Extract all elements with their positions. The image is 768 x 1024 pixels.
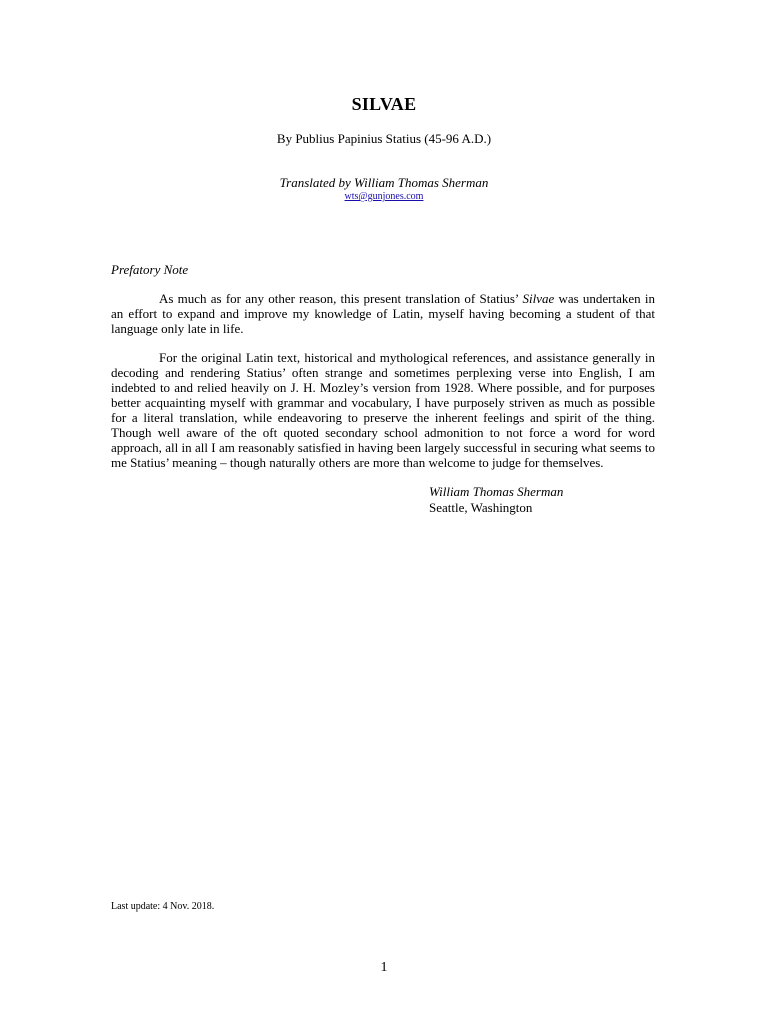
author-byline: By Publius Papinius Statius (45-96 A.D.)	[276, 131, 492, 146]
signature-block	[429, 484, 563, 516]
document-title: SILVAE	[351, 94, 417, 114]
paragraph-1-text-b: was undertaken in an effort to expand and improve my knowledge of Latin, myself having becoming a student of that language only late in life.	[111, 291, 655, 336]
signature-place: Seattle, Washington	[429, 500, 533, 515]
translator-credit: Translated by William Thomas Sherman	[279, 175, 489, 190]
last-update-note: Last update: 4 Nov. 2018.	[111, 901, 215, 912]
email-link-container	[0, 191, 768, 202]
paragraph-1-text-a: As much as for any other reason, this present translation of Statius’	[159, 291, 523, 306]
paragraph-2: For the original Latin text, historical and mythological references, and assistance generally in decoding and rendering Statius’ often strange and sometimes perplexing verse into English, I am indebted to and relied heavily on J. H. Mozley’s version from 1928. Where possible, and for purposes better acquainting myself with grammar and vocabulary, I have purposely striven as much as possible for a literal translation, while endeavoring to preserve the inherent feelings and spirit of the thing. Though well aware of the oft quoted secondary school admonition to not force a word for word approach, all in all I am reasonably satisfied in having been largely successful in securing what seems to me Statius’ meaning – though naturally others are more than welcome to judge for themselves.	[111, 350, 655, 470]
signature-name: William Thomas Sherman	[429, 484, 564, 499]
section-heading: Prefatory Note	[111, 262, 189, 277]
page-number: 1	[380, 960, 388, 975]
paragraph-1-work-title: Silvae	[522, 291, 555, 306]
paragraph-1	[111, 291, 655, 336]
email-link[interactable]: wts@gunjones.com	[344, 191, 424, 202]
